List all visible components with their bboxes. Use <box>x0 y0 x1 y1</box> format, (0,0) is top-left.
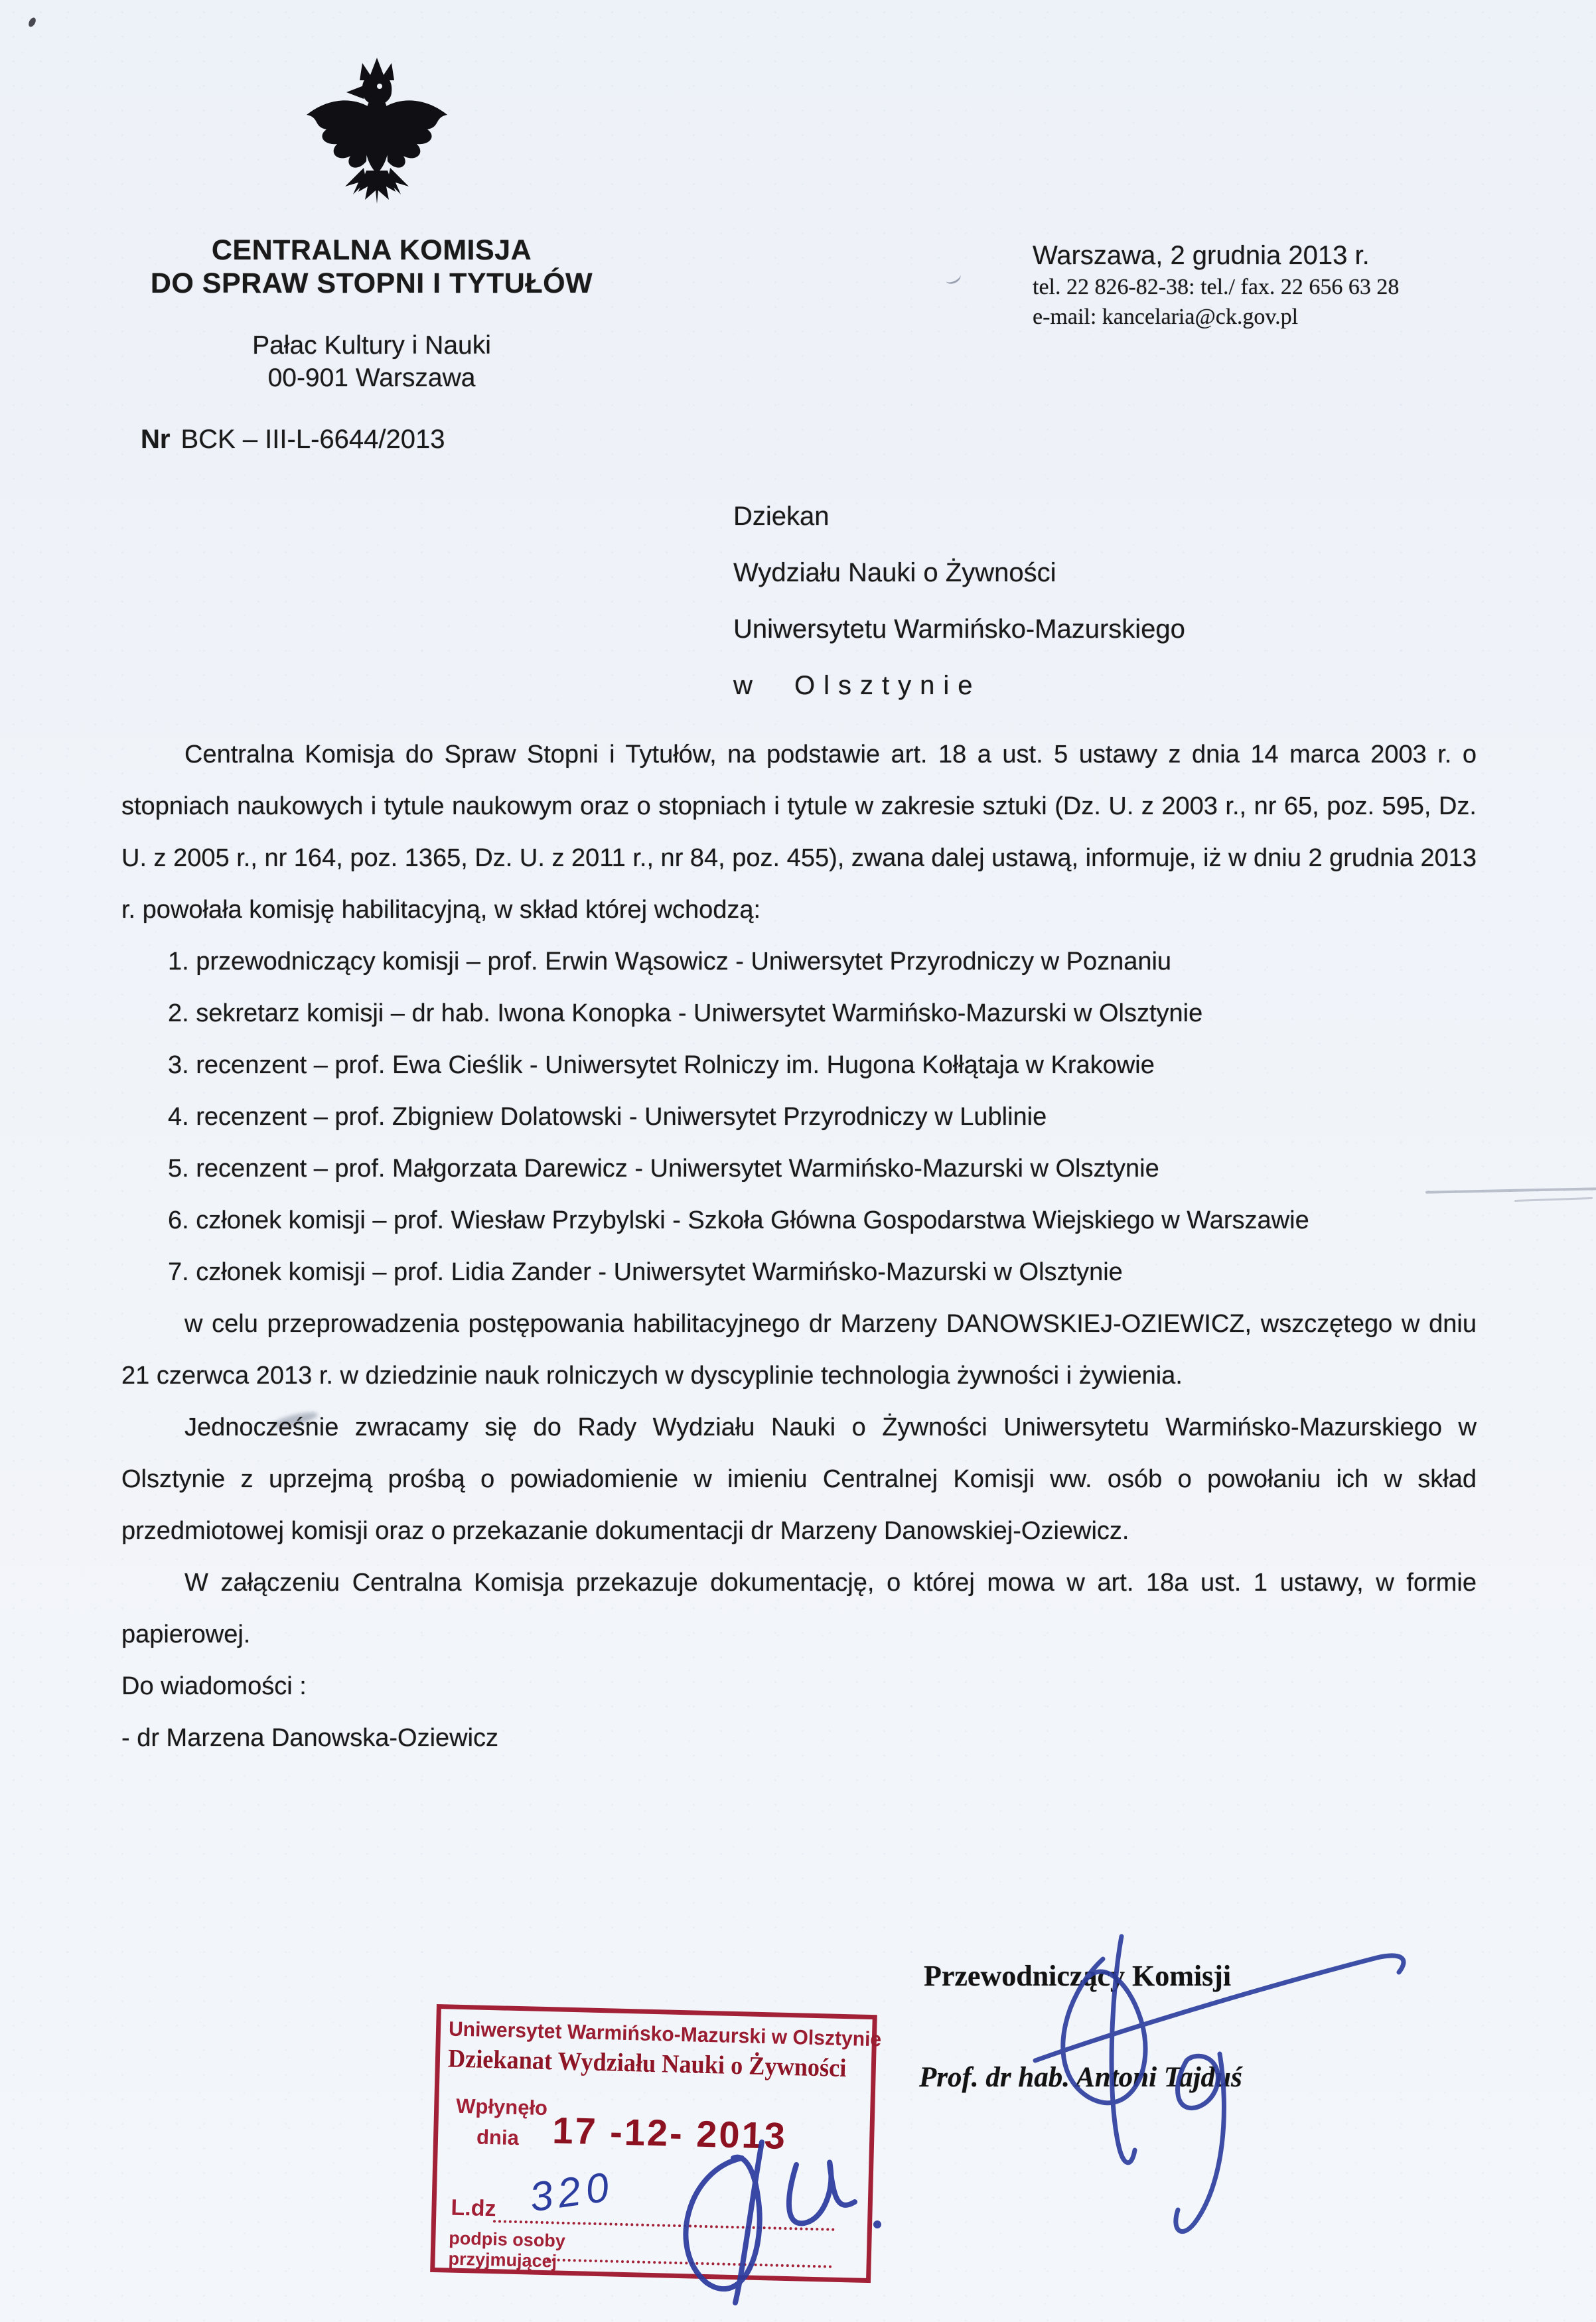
letter-body <box>121 729 1477 1764</box>
signatory-title: Przewodniczący Komisji <box>924 1960 1232 1992</box>
item-text: recenzent – prof. Małgorzata Darewicz - Uniwersytet Warmińsko-Mazurski w Olsztynie <box>196 1155 1159 1183</box>
item-number: 5. <box>168 1155 189 1183</box>
stamp-dotted-line <box>493 2220 835 2231</box>
stamp-signature-label-line2: przyjmującej <box>448 2248 557 2272</box>
email-line: e-mail: kancelaria@ck.gov.pl <box>1033 305 1299 329</box>
scan-artifact-dash <box>1514 1197 1593 1202</box>
committee-member-item <box>121 1143 1477 1195</box>
addressee-line: Wydziału Nauki o Żywności <box>733 558 1056 587</box>
body-paragraph-4: W załączeniu Centralna Komisja przekazuje dokumentację, o której mowa w art. 18a ust. 1 ustawy, w formie papierowej. <box>121 1569 1477 1648</box>
committee-member-item <box>121 1039 1477 1091</box>
handwritten-register-number: 320 <box>526 2163 617 2221</box>
org-name-line1: CENTRALNA KOMISJA <box>211 234 532 266</box>
reference-number: BCK – III-L-6644/2013 <box>181 425 445 454</box>
stamp-received-label2: dnia <box>476 2125 520 2150</box>
org-name-line2: DO SPRAW STOPNI I TYTUŁÓW <box>150 267 593 299</box>
item-number: 3. <box>168 1051 189 1079</box>
item-number: 4. <box>168 1103 189 1131</box>
polish-eagle-emblem <box>297 50 457 224</box>
stamp-received-date: 17 -12- 2013 <box>551 2109 788 2157</box>
place-and-date: Warszawa, 2 grudnia 2013 r. <box>1033 241 1370 270</box>
item-number: 7. <box>168 1258 189 1286</box>
addressee-line: Dziekan <box>733 502 830 531</box>
scan-artifact-pen-mark <box>944 269 963 286</box>
addressee-line: Uniwersytetu Warmińsko-Mazurskiego <box>733 615 1185 644</box>
item-number: 6. <box>168 1206 189 1234</box>
committee-member-item <box>121 1195 1477 1246</box>
item-text: przewodniczący komisji – prof. Erwin Wąsowicz - Uniwersytet Przyrodniczy w Poznaniu <box>196 948 1172 976</box>
dean-office-received-stamp <box>430 2004 882 2283</box>
item-number: 1. <box>168 948 189 976</box>
item-number: 2. <box>168 999 189 1027</box>
stamp-register-label: L.dz <box>451 2195 496 2222</box>
item-text: sekretarz komisji – dr hab. Iwona Konopka - Uniwersytet Warmińsko-Mazurski w Olsztynie <box>196 999 1203 1027</box>
item-text: członek komisji – prof. Lidia Zander - Uniwersytet Warmińsko-Mazurski w Olsztynie <box>196 1258 1123 1286</box>
org-address-line2: 00-901 Warszawa <box>267 364 476 392</box>
addressee-line: w Olsztynie <box>733 671 981 700</box>
body-paragraph-3: Jednocześnie zwracamy się do Rady Wydziału Nauki o Żywności Uniwersytetu Warmińsko-Mazurskiego w Olsztynie z uprzejmą prośbą o powiadomienie w imieniu Centralnej Komisji ww. osób o powołaniu ich w skład przedmiotowej komisji oraz o przekazanie dokumentacji dr Marzeny Danowskiej-Oziewicz. <box>121 1414 1477 1545</box>
item-text: recenzent – prof. Zbigniew Dolatowski - Uniwersytet Przyrodniczy w Lublinie <box>196 1103 1047 1131</box>
letterhead-meta-block <box>1033 239 1399 332</box>
stamp-dean-office-line: Dziekanat Wydziału Nauki o Żywności <box>447 2044 847 2083</box>
stamp-signature-label-line1: podpis osoby <box>449 2228 566 2251</box>
stamp-dotted-line <box>547 2258 832 2268</box>
body-paragraph-2: w celu przeprowadzenia postępowania habilitacyjnego dr Marzeny DANOWSKIEJ-OZIEWICZ, wszczętego w dniu 21 czerwca 2013 r. w dziedzinie nauk rolniczych w dyscyplinie technologia żywności i żywienia. <box>121 1310 1477 1390</box>
committee-member-item <box>121 1091 1477 1143</box>
addressee-block <box>733 488 1185 714</box>
cc-label: Do wiadomości : <box>121 1672 307 1700</box>
cc-name: - dr Marzena Danowska-Oziewicz <box>121 1724 499 1752</box>
scan-artifact-speck <box>27 17 37 28</box>
phone-fax-line: tel. 22 826-82-38: tel./ fax. 22 656 63 28 <box>1033 275 1400 299</box>
item-text: recenzent – prof. Ewa Cieślik - Uniwersytet Rolniczy im. Hugona Kołłątaja w Krakowie <box>196 1051 1155 1079</box>
body-paragraph-1: Centralna Komisja do Spraw Stopni i Tytułów, na podstawie art. 18 a ust. 5 ustawy z dnia 14 marca 2003 r. o stopniach naukowych i tytule naukowym oraz o stopniach i tytule w zakresie sztuki (Dz. U. z 2003 r., nr 65, poz. 595, Dz. U. z 2005 r., nr 164, poz. 1365, Dz. U. z 2011 r., nr 84, poz. 455), zwana dalej ustawą, informuje, iż w dniu 2 grudnia 2013 r. powołała komisję habilitacyjną, w skład której wchodzą: <box>121 741 1477 924</box>
reference-label: Nr <box>141 425 171 454</box>
item-text: członek komisji – prof. Wiesław Przybylski - Szkoła Główna Gospodarstwa Wiejskiego w Warszawie <box>196 1206 1309 1234</box>
stamp-university-line: Uniwersytet Warmińsko-Mazurski w Olsztynie <box>448 2017 882 2051</box>
committee-member-item <box>121 987 1477 1039</box>
reference-number-line <box>141 425 445 455</box>
signatory-name: Prof. dr hab. Antoni Tajduś <box>919 2062 1242 2093</box>
committee-member-item <box>121 1246 1477 1298</box>
letterhead-org-block <box>93 234 650 394</box>
org-address-line1: Pałac Kultury i Nauki <box>252 331 491 360</box>
committee-member-item <box>121 936 1477 987</box>
stamp-received-label: Wpłynęło <box>455 2094 548 2120</box>
